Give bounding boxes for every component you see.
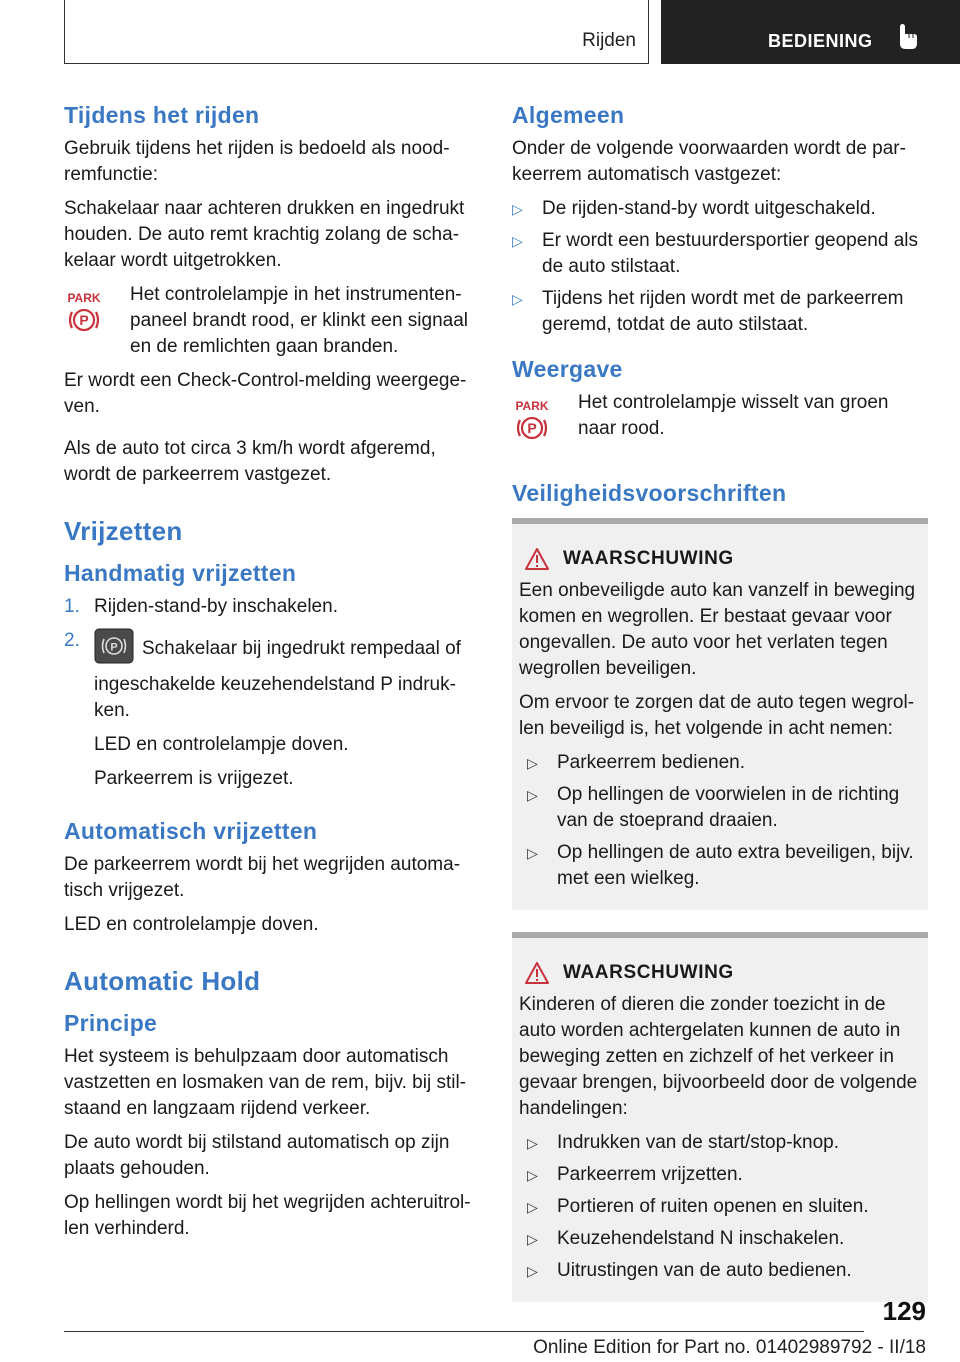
park-indicator-text: Het controlelampje wisselt van groen naar rood.: [578, 392, 889, 439]
triangle-bullet-icon: ▷: [527, 1135, 538, 1151]
heading-algemeen: Algemeen: [512, 102, 625, 128]
triangle-bullet-icon: ▷: [527, 1231, 538, 1247]
list-item: [527, 1258, 921, 1284]
list-item: [527, 782, 921, 834]
paragraph: Schakelaar naar achteren drukken en ingedrukt houden. De auto remt krachtig zolang de schakelaar wordt uitgetrokken.: [64, 198, 465, 271]
triangle-bullet-icon: ▷: [527, 845, 538, 861]
list-item-text: Portieren of ruiten openen en sluiten.: [557, 1196, 869, 1217]
paragraph: Er wordt een Check-Control-melding weergegeven.: [64, 370, 467, 417]
paragraph: De parkeerrem wordt bij het wegrijden automatisch vrijgezet.: [64, 854, 461, 901]
paragraph: Het systeem is behulpzaam door automatisch vastzetten en losmaken van de rem, bijv. bij stilstaand en langzaam rijdend verkeer.: [64, 1046, 466, 1119]
list-item: [527, 1162, 921, 1188]
warning-list: [519, 1130, 921, 1284]
list-item-text: Op hellingen de voorwielen in de richting van de stoeprand draaien.: [557, 784, 900, 831]
svg-text:P: P: [79, 312, 89, 328]
warning-text: Een onbeveiligde auto kan vanzelf in beweging komen en wegrollen. Er bestaat gevaar voor ongevallen. De auto voor het verlaten tegen wegrollen beveiligen.: [519, 580, 916, 679]
warning-triangle-icon: [525, 962, 549, 984]
heading-automatic-hold: Automatic Hold: [64, 966, 261, 996]
triangle-bullet-icon: ▷: [512, 201, 523, 217]
header-section-title: Rijden: [582, 30, 636, 51]
step-result: LED en controlelampje doven.: [94, 734, 349, 755]
warning-title: WAARSCHUWING: [563, 962, 734, 983]
step-number: 2.: [64, 630, 80, 651]
list-item: [527, 1226, 921, 1252]
edition-note: Online Edition for Part no. 01402989792 - II/18: [533, 1337, 926, 1358]
conditions-list: [512, 196, 928, 338]
warning-title: WAARSCHUWING: [563, 548, 734, 569]
park-brake-warning-icon: [512, 390, 578, 452]
heading-principe: Principe: [64, 1010, 158, 1036]
parking-brake-button-icon: [94, 628, 134, 672]
park-indicator-note: [64, 282, 476, 360]
list-item-text: Uitrustingen van de auto bedienen.: [557, 1260, 852, 1281]
paragraph: Als de auto tot circa 3 km/h wordt afgeremd, wordt de parkeerrem vastgezet.: [64, 438, 436, 485]
warning-triangle-icon: [525, 548, 549, 570]
list-item: [527, 1130, 921, 1156]
heading-automatisch-vrijzetten: Automatisch vrijzetten: [64, 818, 318, 844]
chapter-tab-label: BEDIENING: [768, 31, 873, 51]
triangle-bullet-icon: ▷: [527, 787, 538, 803]
triangle-bullet-icon: ▷: [527, 1167, 538, 1183]
list-item: [527, 750, 921, 776]
paragraph: LED en controlelampje doven.: [64, 914, 319, 935]
triangle-bullet-icon: ▷: [527, 755, 538, 771]
release-steps: [64, 594, 476, 800]
svg-text:P: P: [527, 420, 537, 436]
paragraph: Gebruik tijdens het rijden is bedoeld als noodremfunctie:: [64, 138, 450, 185]
list-item-text: Er wordt een bestuurdersportier geopend als de auto stilstaat.: [542, 230, 919, 277]
park-label: PARK: [515, 399, 549, 413]
svg-text:P: P: [110, 641, 118, 654]
left-column: [64, 100, 476, 1250]
list-item-text: Parkeerrem vrijzetten.: [557, 1164, 743, 1185]
heading-vrijzetten: Vrijzetten: [64, 516, 183, 546]
list-item-text: Keuzehendelstand N inschakelen.: [557, 1228, 845, 1249]
paragraph: Op hellingen wordt bij het wegrijden achteruitrollen verhinderd.: [64, 1192, 471, 1239]
warning-list: [519, 750, 921, 892]
warning-box: [512, 518, 928, 910]
pointing-hand-icon: [897, 24, 919, 58]
list-item-text: Indrukken van de start/stop-knop.: [557, 1132, 839, 1153]
right-column: [512, 100, 928, 1324]
triangle-bullet-icon: ▷: [527, 1199, 538, 1215]
triangle-bullet-icon: ▷: [512, 291, 523, 307]
warning-header: [519, 960, 921, 986]
warning-text: Om ervoor te zorgen dat de auto tegen wegrollen beveiligd is, het volgende in acht nemen:: [519, 692, 915, 739]
list-item-text: De rijden-stand-by wordt uitgeschakeld.: [542, 198, 876, 219]
list-item: [512, 286, 928, 338]
step-item: [64, 628, 476, 800]
list-item: [527, 1194, 921, 1220]
footer-divider: [64, 1331, 864, 1332]
park-indicator-note: [512, 390, 928, 452]
list-item: [512, 228, 928, 280]
triangle-bullet-icon: ▷: [527, 1263, 538, 1279]
list-item: [527, 840, 921, 892]
heading-tijdens-het-rijden: Tijdens het rijden: [64, 102, 260, 128]
step-text: Rijden-stand-by inschakelen.: [94, 596, 338, 617]
park-indicator-text: Het controlelampje in het instrumentenpaneel brandt rood, er klinkt een signaal en de remlichten gaan branden.: [130, 284, 469, 357]
warning-text: Kinderen of dieren die zonder toezicht in de auto worden achtergelaten kunnen de auto in beweging zetten en zichzelf of het verkeer in gevaar brengen, bijvoorbeeld door de volgende handelingen:: [519, 994, 918, 1119]
list-item-text: Parkeerrem bedienen.: [557, 752, 745, 773]
warning-header: [519, 546, 921, 572]
heading-weergave: Weergave: [512, 356, 623, 382]
paragraph: Onder de volgende voorwaarden wordt de parkeerrem automatisch vastgezet:: [512, 138, 906, 185]
heading-handmatig-vrijzetten: Handmatig vrijzetten: [64, 560, 297, 586]
page-number: 129: [882, 1296, 926, 1326]
warning-box: [512, 932, 928, 1302]
triangle-bullet-icon: ▷: [512, 233, 523, 249]
list-item-text: Tijdens het rijden wordt met de parkeerrem geremd, totdat de auto stilstaat.: [542, 288, 904, 335]
step-item: [64, 594, 476, 620]
chapter-tab: [661, 0, 960, 64]
list-item-text: Op hellingen de auto extra beveiligen, bijv. met een wielkeg.: [557, 842, 914, 889]
heading-veiligheidsvoorschriften: Veiligheidsvoorschriften: [512, 480, 787, 506]
step-number: 1.: [64, 596, 80, 617]
paragraph: De auto wordt bij stilstand automatisch op zijn plaats gehouden.: [64, 1132, 450, 1179]
header-frame: [64, 0, 649, 64]
park-label: PARK: [67, 291, 101, 305]
list-item: [512, 196, 928, 222]
step-result: Parkeerrem is vrijgezet.: [94, 768, 294, 789]
park-brake-warning-icon: [64, 282, 130, 360]
step-text: Schakelaar bij ingedrukt rempedaal of ingeschakelde keuzehendelstand P indrukken.: [94, 638, 461, 721]
